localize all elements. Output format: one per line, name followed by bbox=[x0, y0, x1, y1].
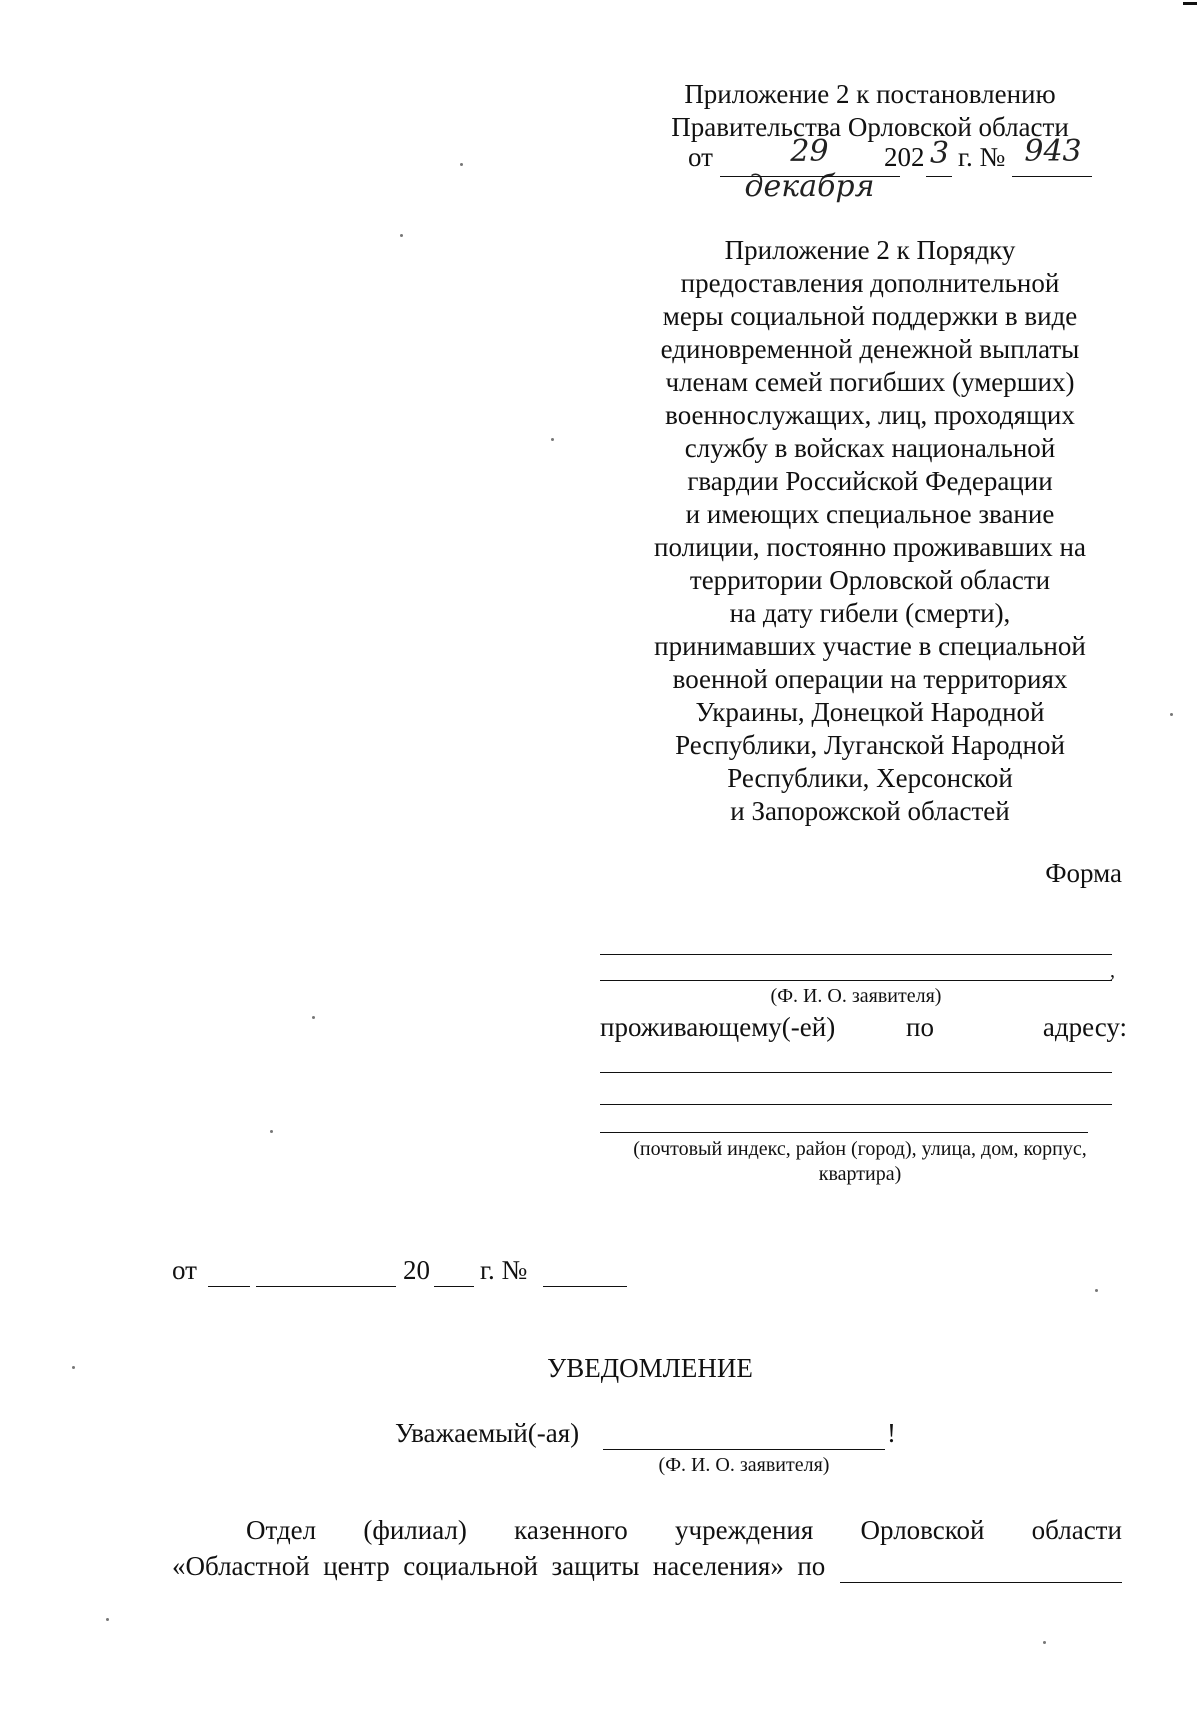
address-label bbox=[600, 1012, 1127, 1048]
appendix-line: Приложение 2 к Порядку bbox=[724, 235, 1016, 265]
date-underline bbox=[720, 176, 900, 177]
appendix-line: службу в войсках национальной bbox=[684, 433, 1056, 463]
appendix-line: и имеющих специальное звание bbox=[685, 499, 1055, 529]
reference-number-blank bbox=[543, 1286, 627, 1287]
appendix-line: военной операции на территориях bbox=[672, 664, 1068, 694]
address-line-3 bbox=[600, 1132, 1088, 1133]
year-underline bbox=[926, 176, 952, 177]
address-word-1: проживающему(-ей) bbox=[600, 1012, 836, 1042]
greeting-caption: (Ф. И. О. заявителя) bbox=[658, 1454, 830, 1476]
scan-speck bbox=[72, 1366, 75, 1369]
scan-speck bbox=[400, 234, 403, 237]
reference-from: от bbox=[172, 1255, 197, 1285]
body-word-1: Отдел bbox=[246, 1515, 317, 1545]
fio-comma: , bbox=[1110, 960, 1115, 982]
address-caption-1: (почтовый индекс, район (город), улица, дом, корпус, bbox=[633, 1138, 1087, 1160]
reference-year-blank bbox=[434, 1286, 474, 1287]
header-line-2: Правительства Орловской области bbox=[671, 112, 1069, 142]
body-line-2-text: «Областной центр социальной защиты населения» по bbox=[172, 1551, 826, 1581]
body-word-6: области bbox=[1031, 1515, 1122, 1545]
appendix-line: Республики, Херсонской bbox=[727, 763, 1013, 793]
scan-speck bbox=[1183, 2, 1197, 5]
scan-speck bbox=[106, 1618, 109, 1621]
date-prefix: от bbox=[688, 142, 713, 172]
appendix-line: членам семей погибших (умерших) bbox=[665, 367, 1075, 397]
appendix-title-block bbox=[640, 234, 1100, 828]
body-word-4: учреждения bbox=[675, 1515, 814, 1545]
greeting-line bbox=[395, 1418, 915, 1454]
scan-speck bbox=[460, 163, 463, 166]
handwritten-year: 3 bbox=[930, 136, 950, 171]
address-line-2 bbox=[600, 1104, 1112, 1105]
fio-line-2 bbox=[600, 980, 1112, 981]
scan-speck bbox=[312, 1016, 315, 1019]
appendix-line: военнослужащих, лиц, проходящих bbox=[665, 400, 1075, 430]
body-word-2: (филиал) bbox=[363, 1515, 467, 1545]
fio-caption: (Ф. И. О. заявителя) bbox=[770, 985, 942, 1007]
decree-date-line bbox=[688, 134, 1108, 204]
appendix-line: предоставления дополнительной bbox=[680, 268, 1060, 298]
reference-year-prefix: 20 bbox=[403, 1255, 430, 1285]
appendix-line: принимавших участие в специальной bbox=[654, 631, 1086, 661]
form-label: Форма bbox=[1045, 858, 1122, 888]
appendix-line: гвардии Российской Федерации bbox=[687, 466, 1053, 496]
handwritten-date: 29 декабря bbox=[744, 134, 875, 204]
header-line-1: Приложение 2 к постановлению bbox=[684, 79, 1056, 109]
body-line-2 bbox=[172, 1551, 1122, 1587]
scan-speck bbox=[1043, 1641, 1046, 1644]
body-line-1 bbox=[246, 1515, 1122, 1551]
fio-line-1 bbox=[600, 954, 1112, 955]
scan-speck bbox=[1170, 713, 1173, 716]
appendix-line: территории Орловской области bbox=[689, 565, 1051, 595]
address-word-2: по bbox=[906, 1012, 934, 1042]
address-caption-2: квартира) bbox=[818, 1163, 902, 1185]
notice-title: УВЕДОМЛЕНИЕ bbox=[547, 1353, 753, 1383]
appendix-line: и Запорожской областей bbox=[730, 796, 1010, 826]
handwritten-number: 943 bbox=[1024, 134, 1082, 169]
address-word-3: адресу: bbox=[1042, 1012, 1127, 1042]
scan-speck bbox=[270, 1130, 273, 1133]
year-prefix: 202 bbox=[884, 142, 925, 172]
greeting-exclamation: ! bbox=[887, 1418, 896, 1448]
reference-month-blank bbox=[256, 1286, 396, 1287]
address-line-1 bbox=[600, 1072, 1112, 1073]
greeting-text: Уважаемый(-ая) bbox=[395, 1418, 580, 1448]
appendix-line: на дату гибели (смерти), bbox=[729, 598, 1011, 628]
scan-speck bbox=[1095, 1289, 1098, 1292]
body-word-3: казенного bbox=[514, 1515, 628, 1545]
scan-speck bbox=[551, 438, 554, 441]
reference-line bbox=[172, 1255, 672, 1291]
greeting-blank bbox=[603, 1449, 885, 1450]
appendix-line: меры социальной поддержки в виде bbox=[662, 301, 1078, 331]
number-underline bbox=[1012, 176, 1092, 177]
number-prefix: г. № bbox=[958, 142, 1006, 172]
appendix-line: единовременной денежной выплаты bbox=[660, 334, 1080, 364]
reference-day-blank bbox=[208, 1286, 250, 1287]
reference-number-prefix: г. № bbox=[480, 1255, 528, 1285]
appendix-line: Украины, Донецкой Народной bbox=[695, 697, 1045, 727]
body-word-5: Орловской bbox=[860, 1515, 985, 1545]
body-district-blank bbox=[840, 1582, 1122, 1583]
appendix-line: полиции, постоянно проживавших на bbox=[654, 532, 1086, 562]
appendix-line: Республики, Луганской Народной bbox=[675, 730, 1065, 760]
